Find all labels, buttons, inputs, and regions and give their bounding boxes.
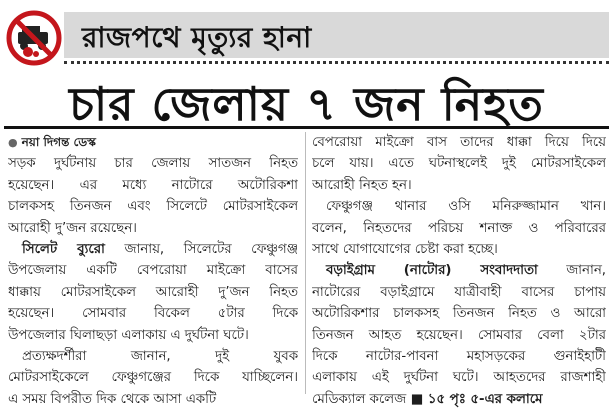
byline xyxy=(8,132,298,153)
column-left xyxy=(8,132,298,410)
article-line: উপজেলার ঘিলাছড়া এলাকায় এ দুর্ঘটনা ঘটে। xyxy=(8,327,249,343)
correspondent-credit: বড়াইগ্রাম (নাটোর) সংবাদদাতা xyxy=(326,263,538,279)
column-divider xyxy=(305,132,306,394)
article-line: মোটরসাইকেলে ফেঞ্চুগঞ্জের দিকে যাচ্ছিলেন। xyxy=(8,370,298,386)
article-line: সড়ক দুর্ঘটনায় চার জেলায় সাতজন নিহত xyxy=(8,156,298,172)
article-line: তিনজন আহত হয়েছেন। সোমবার বেলা ২টার xyxy=(312,327,606,343)
continued-on-page-link: ■ ১৫ পৃঃ ৫-এর কলামে xyxy=(405,391,543,407)
article-line: এ সময় বিপরীত দিক থেকে আসা একটি xyxy=(8,391,217,407)
article-line: আরোহী দু’জন রয়েছেন। xyxy=(8,220,137,236)
headline: চার জেলায় ৭ জন নিহত xyxy=(69,77,544,131)
article-line: ধাক্কায় মোটরসাইকেল আরোহী দু’জন নিহত xyxy=(8,284,298,300)
byline-text: নয়া দিগন্ত ডেস্ক xyxy=(21,135,96,149)
article-line: প্রত্যক্ষদর্শীরা জানান, দুই যুবক xyxy=(22,349,298,365)
article-line: বলেন, নিহতদের পরিচয় শনাক্ত ও পরিবারের xyxy=(312,220,606,236)
article-line: মেডিক্যাল কলেজ ■ ১৫ পৃঃ ৫-এর কলামে xyxy=(312,391,543,407)
correspondent-credit: সিলেট ব্যুরো xyxy=(22,242,105,258)
kicker-title: রাজপথে মৃত্যুর হানা xyxy=(82,21,312,54)
road-accident-logo-icon xyxy=(6,10,62,66)
article-line: ফেঞ্চুগঞ্জ থানার ওসি মনিরুজ্জামান খান। xyxy=(326,199,606,215)
headline-rule xyxy=(4,126,609,129)
article-line: চলে যায়। এতে ঘটনাস্থলেই দুই মোটরসাইকেল xyxy=(312,156,606,172)
article-header xyxy=(0,0,613,72)
bullet-icon: ● xyxy=(8,136,18,149)
dotted-divider xyxy=(64,61,609,64)
article-line: এলাকায় এই দুর্ঘটনা ঘটে। আহতদের রাজশাহী xyxy=(312,370,606,386)
article-line xyxy=(312,260,606,281)
article-line: হয়েছেন। এর মধ্যে নাটোরে অটোরিকশা xyxy=(8,177,298,193)
article-line: দিকে নাটোর-পাবনা মহাসড়কের গুনাইহাটী xyxy=(312,349,606,365)
right-body xyxy=(312,132,606,410)
article-line: হয়েছেন। সোমবার বিকেল ৫টার দিকে xyxy=(8,306,298,322)
article-line: অটোরিকশার চালকসহ তিনজন নিহত ও আরো xyxy=(312,306,606,322)
article-line-rest: জানান, xyxy=(537,263,606,279)
article-line: বেপরোয়া মাইক্রো বাস তাদের ধাক্কা দিয়ে দিয়ে xyxy=(312,135,606,150)
article-line-rest: জানায়, সিলেটের ফেঞ্চুগঞ্জ xyxy=(104,242,298,258)
article-line: উপজেলায় একটি বেপরোয়া মাইক্রো বাসের xyxy=(8,263,298,279)
article-line xyxy=(8,239,298,260)
article-line: আরোহী নিহত হন। xyxy=(312,177,412,193)
left-body xyxy=(8,153,298,410)
article-line: সাথে যোগাযোগের চেষ্টা করা হচ্ছে। xyxy=(312,242,498,258)
article-line: চালকসহ তিনজন এবং সিলেটে মোটরসাইকেল xyxy=(8,199,298,215)
column-right xyxy=(312,132,606,410)
article-line: নাটোরের বড়াইগ্রামে যাত্রীবাহী বাসের চাপায় xyxy=(312,284,606,300)
